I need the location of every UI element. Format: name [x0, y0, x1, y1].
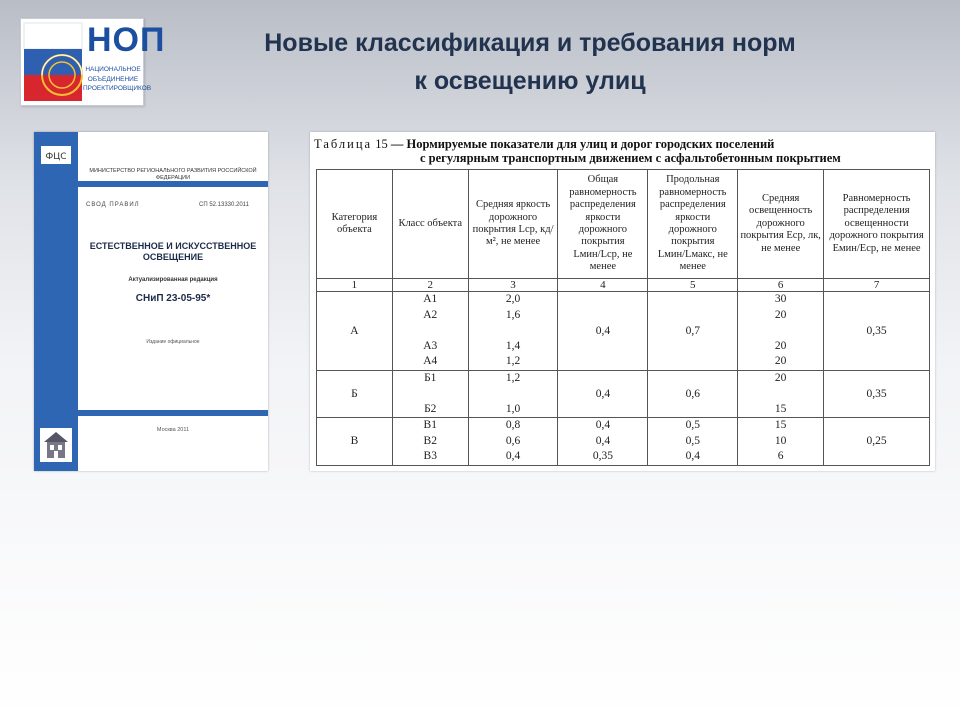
- cover-snip: СНиП 23-05-95*: [135, 293, 211, 304]
- cover-ministry: МИНИСТЕРСТВО РЕГИОНАЛЬНОГО РАЗВИТИЯ РОССИЙСКОЙ ФЕДЕРАЦИИ: [89, 168, 257, 181]
- category-cell: Б: [317, 370, 393, 418]
- header-cell: Категория объекта: [317, 170, 393, 279]
- title-line-2: к освещению улиц: [414, 67, 646, 95]
- svg-text:ФЦС: ФЦС: [45, 152, 67, 162]
- building-icon: [40, 428, 72, 462]
- header-cell: Равномерность распределения освещенности дорожного покрытия Eмин/Eср, не менее: [824, 170, 930, 279]
- class-cell: А1 А2 А3 А4: [392, 292, 468, 371]
- class-cell: В1 В2 В3: [392, 418, 468, 466]
- header-cell: Продольная равномерность распределения яркости дорожного покрытия Lмин/Lмакс, не менее: [648, 170, 738, 279]
- longitudinal-uniformity-cell: 0,5 0,5 0,4: [648, 418, 738, 466]
- table-row: [317, 370, 930, 418]
- overall-uniformity-cell: 0,4: [558, 370, 648, 418]
- illuminance-uniformity-cell: 0,25: [824, 418, 930, 466]
- class-cell: Б1 Б2: [392, 370, 468, 418]
- cover-edition: Актуализированная редакция: [128, 277, 218, 283]
- header-cell: Класс объекта: [392, 170, 468, 279]
- cover-code-number: СП 52.13330.2011: [199, 202, 249, 208]
- norms-table-panel: [310, 132, 935, 471]
- title-line-1: Новые классификация и требования норм: [264, 29, 796, 57]
- cover-code-label: СВОД ПРАВИЛ: [86, 202, 140, 208]
- header-cell: Средняя освещенность дорожного покрытия Eср, лк, не менее: [738, 170, 824, 279]
- luminance-cell: 2,0 1,6 1,4 1,2: [468, 292, 558, 371]
- column-number-row: 1 2 3 4 5 6 7: [317, 279, 930, 292]
- illuminance-uniformity-cell: 0,35: [824, 370, 930, 418]
- logo-fullname: НАЦИОНАЛЬНОЕ ОБЪЕДИНЕНИЕ ПРОЕКТИРОВЩИКОВ: [83, 66, 152, 92]
- flag-emblem-icon: [24, 23, 82, 101]
- illuminance-cell: 30 20 20 20: [738, 292, 824, 371]
- luminance-cell: 1,2 1,0: [468, 370, 558, 418]
- book-cover: [34, 132, 268, 471]
- cover-band-bottom: [34, 410, 268, 416]
- cover-official: Издание официальное: [146, 339, 200, 345]
- overall-uniformity-cell: 0,4: [558, 292, 648, 371]
- table-row: [317, 418, 930, 466]
- overall-uniformity-cell: 0,4 0,4 0,35: [558, 418, 648, 466]
- illuminance-uniformity-cell: 0,35: [824, 292, 930, 371]
- cover-heading: ЕСТЕСТВЕННОЕ И ИСКУССТВЕННОЕ ОСВЕЩЕНИЕ: [89, 241, 257, 262]
- illuminance-cell: 20 15: [738, 370, 824, 418]
- luminance-cell: 0,8 0,6 0,4: [468, 418, 558, 466]
- slide-title: [200, 24, 860, 100]
- table-caption: Таблица 15 — Нормируемые показатели для улиц и дорог городских поселений с регулярным транспортным движением с асфальтобетонным покрытием: [314, 137, 841, 165]
- category-cell: В: [317, 418, 393, 466]
- longitudinal-uniformity-cell: 0,7: [648, 292, 738, 371]
- illuminance-cell: 15 10 6: [738, 418, 824, 466]
- table-header-row: [317, 170, 930, 279]
- table-row: [317, 292, 930, 371]
- header-cell: Средняя яркость дорожного покрытия Lср, кд/м², не менее: [468, 170, 558, 279]
- longitudinal-uniformity-cell: 0,6: [648, 370, 738, 418]
- header-cell: Общая равномерность распределения яркости дорожного покрытия Lмин/Lср, не менее: [558, 170, 648, 279]
- logo-abbreviation: НОП: [87, 21, 166, 59]
- cover-city: Москва 2011: [156, 427, 190, 433]
- nop-logo: [20, 18, 166, 106]
- category-cell: А: [317, 292, 393, 371]
- norms-table: [316, 169, 930, 466]
- fcs-logo-icon: [41, 146, 71, 164]
